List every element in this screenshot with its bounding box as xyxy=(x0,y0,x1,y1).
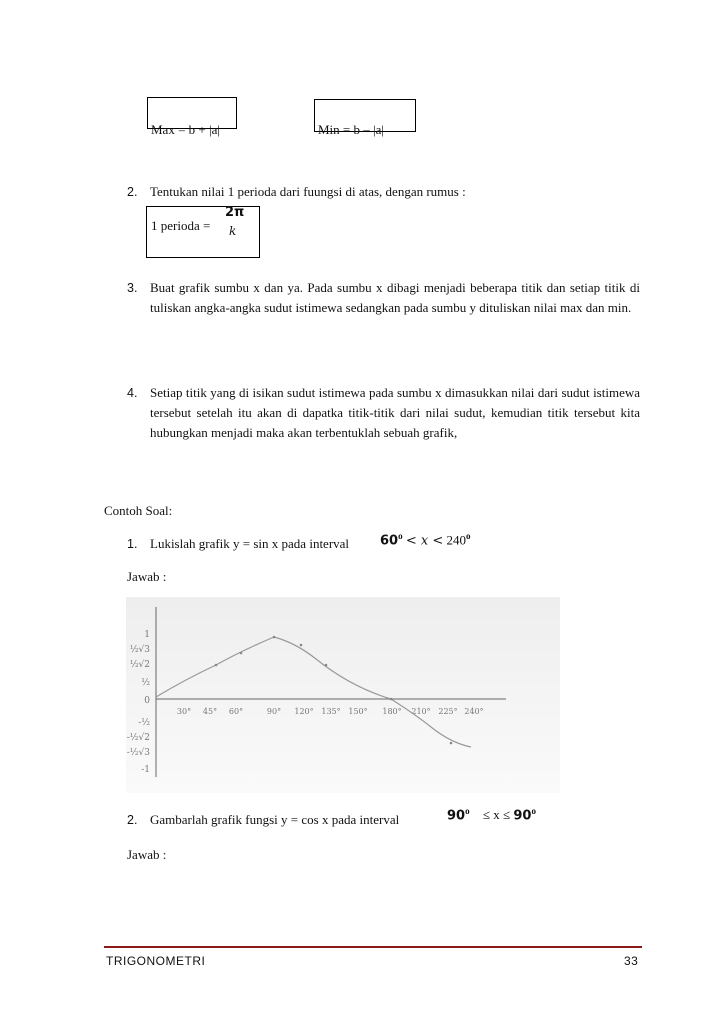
jawab-label-2: Jawab : xyxy=(127,847,167,862)
x-tick-label: 150° xyxy=(348,707,368,716)
q1-interval-start: 60 xyxy=(380,533,399,549)
q2-interval xyxy=(447,806,536,823)
footer-rule xyxy=(104,946,642,948)
x-tick-label: 45° xyxy=(202,707,218,716)
q1-text: Lukislah grafik y = sin x pada interval xyxy=(150,536,350,551)
item-2-number: 2. xyxy=(127,185,138,199)
jawab-label-1: Jawab : xyxy=(127,569,167,584)
y-tick-label: ½ xyxy=(141,678,150,688)
y-tick-label: ½√2 xyxy=(129,660,150,670)
max-formula: Max = b + |a| xyxy=(151,122,220,137)
q2-interval-end: 90 xyxy=(513,808,532,824)
min-formula: Min = b – |a| xyxy=(318,122,384,137)
item-4-number: 4. xyxy=(127,386,138,400)
q2-interval-start: 90 xyxy=(447,808,466,824)
x-tick-label: 210° xyxy=(411,707,431,716)
x-tick-label: 180° xyxy=(382,707,402,716)
x-tick-label: 240° xyxy=(464,707,484,716)
q1-interval-op: < x < xyxy=(405,533,444,549)
page-number: 33 xyxy=(624,954,639,968)
y-tick-label: 0 xyxy=(144,696,150,706)
q2-degree-b: o xyxy=(531,806,536,816)
q1-interval-end: 240 xyxy=(446,532,466,548)
y-tick-label: 1 xyxy=(144,630,150,640)
y-tick-label: ½√3 xyxy=(129,645,150,655)
x-tick-label: 60° xyxy=(228,707,244,716)
q1-degree-a: o xyxy=(398,531,403,541)
q2-degree-a: o xyxy=(465,806,470,816)
x-tick-label: 135° xyxy=(321,707,341,716)
item-2-text: Tentukan nilai 1 perioda dari fuungsi di atas, dengan rumus : xyxy=(150,184,466,199)
period-numerator: 2π xyxy=(225,205,245,220)
contoh-soal-heading: Contoh Soal: xyxy=(104,503,173,518)
item-4-text: Setiap titik yang di isikan sudut istimewa pada sumbu x dimasukkan nilai dari sudut istimewa tersebut setelah itu akan di dapatka titik-titik dari nilai sudut, kemudian titik tersebut kita hubungkan menjadi maka akan terbentuklah sebuah grafik, xyxy=(150,385,640,440)
x-tick-label: 120° xyxy=(294,707,314,716)
q2-interval-op: ≤ x ≤ xyxy=(482,807,511,823)
sine-graph-image xyxy=(126,597,560,793)
q2-number: 2. xyxy=(127,813,138,827)
period-denominator: k xyxy=(229,224,237,238)
q2-text: Gambarlah grafik fungsi y = cos x pada interval xyxy=(150,812,400,827)
footer-title: TRIGONOMETRI xyxy=(106,954,206,968)
period-label: 1 perioda = xyxy=(151,218,211,233)
y-tick-label: -1 xyxy=(141,765,150,775)
item-3-number: 3. xyxy=(127,281,138,295)
q1-interval xyxy=(380,531,470,548)
y-tick-label: -½√3 xyxy=(126,748,150,758)
item-3-text: Buat grafik sumbu x dan ya. Pada sumbu x dibagi menjadi beberapa titik dan setiap titik di tuliskan angka-angka sudut istimewa sedangkan pada sumbu y dituliskan nilai max dan min. xyxy=(150,280,640,315)
y-tick-label: -½ xyxy=(138,718,150,728)
q1-number: 1. xyxy=(127,537,138,551)
q1-degree-b: o xyxy=(465,531,471,541)
x-tick-label: 225° xyxy=(438,707,458,716)
y-tick-label: -½√2 xyxy=(126,733,150,743)
x-tick-label: 30° xyxy=(176,707,192,716)
x-tick-label: 90° xyxy=(266,707,282,716)
